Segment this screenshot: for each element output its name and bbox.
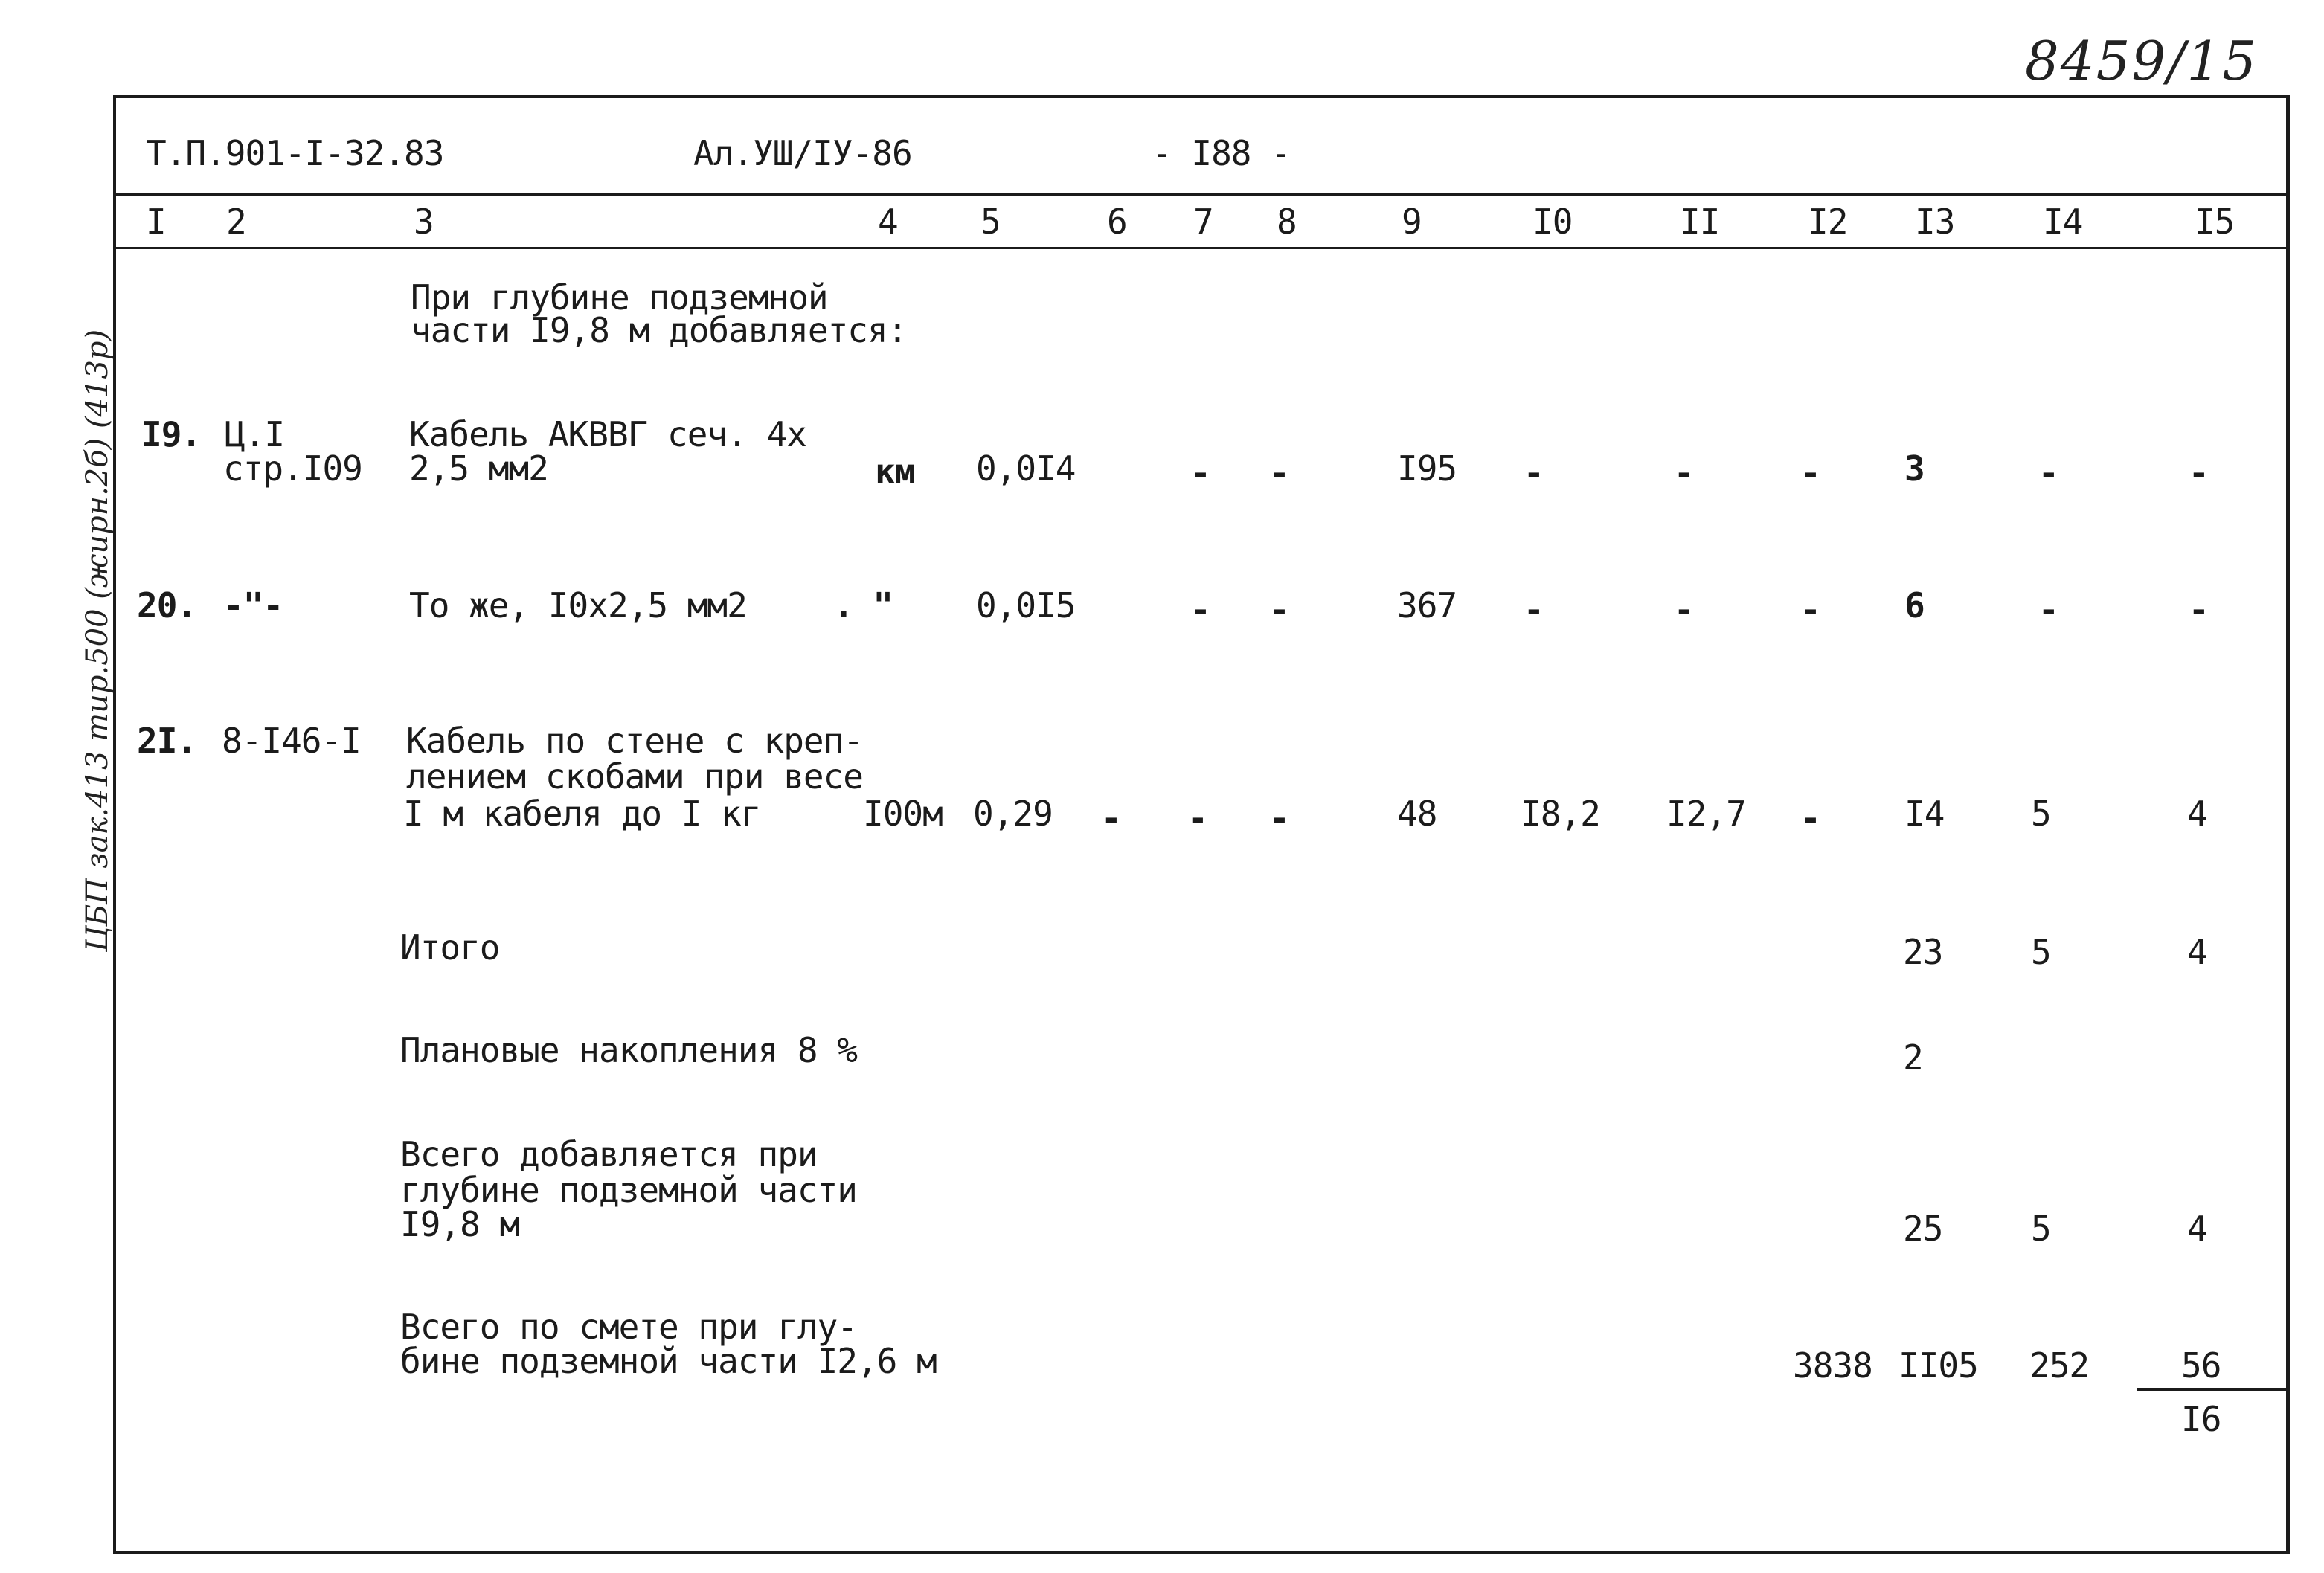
cell-col14: 5 <box>2031 1209 2051 1249</box>
row-code: -"- <box>223 585 283 625</box>
cell-col15: 4 <box>2187 932 2207 972</box>
cell-col12: - <box>1800 590 1820 630</box>
cell-col12: 3838 <box>1793 1345 1872 1386</box>
cell-col7: - <box>1187 798 1207 838</box>
row-unit: . " <box>833 585 893 625</box>
row-code: стр.I09 <box>223 448 362 489</box>
cell-col14: 5 <box>2031 932 2051 972</box>
cell-col9: I95 <box>1397 448 1457 489</box>
planned-label: Плановые накопления 8 % <box>400 1030 857 1070</box>
cell-col14: 252 <box>2029 1345 2090 1386</box>
page-number: - I88 - <box>1152 133 1291 173</box>
cell-col14: - <box>2038 453 2058 493</box>
row-number: 2I. <box>137 721 197 761</box>
column-number: II <box>1680 202 1720 242</box>
cell-col7: - <box>1190 453 1210 493</box>
row-number: I9. <box>141 414 202 454</box>
row-description: То же, I0х2,5 мм2 <box>409 585 747 625</box>
cell-col7: - <box>1190 590 1210 630</box>
column-number: I5 <box>2195 202 2235 242</box>
cell-col13: 25 <box>1903 1209 1943 1249</box>
row-unit: км <box>875 451 915 492</box>
row-quantity: 0,29 <box>973 794 1053 834</box>
cell-col14: 5 <box>2031 794 2051 834</box>
cell-col15: - <box>2189 453 2209 493</box>
column-number: 7 <box>1193 202 1213 242</box>
cell-col8: - <box>1269 590 1289 630</box>
cell-col10: I8,2 <box>1521 794 1600 834</box>
column-number: 3 <box>414 202 434 242</box>
cell-col9: 367 <box>1397 585 1457 625</box>
added-label: I9,8 м <box>400 1204 520 1244</box>
column-number: 8 <box>1277 202 1297 242</box>
column-number: 9 <box>1402 202 1422 242</box>
cell-col15: 4 <box>2187 1209 2207 1249</box>
row-number: 20. <box>137 585 197 625</box>
handwritten-number: 8459/15 <box>2025 30 2259 92</box>
column-number: 2 <box>226 202 246 242</box>
added-label: Всего добавляется при <box>400 1134 818 1174</box>
row-code: Ц.I <box>225 414 285 454</box>
column-number: 6 <box>1107 202 1127 242</box>
project-code: Т.П.901-I-32.83 <box>146 133 444 173</box>
cell-col6: - <box>1101 798 1121 838</box>
cell-col15: 56 <box>2181 1345 2221 1386</box>
cell-col10: - <box>1524 590 1544 630</box>
intro-line: части I9,8 м добавляется: <box>411 310 908 350</box>
cell-col14: - <box>2038 590 2058 630</box>
column-number: I2 <box>1808 202 1848 242</box>
column-number: I <box>146 202 166 242</box>
cell-col13: 6 <box>1904 585 1925 625</box>
cell-col13: 2 <box>1903 1038 1923 1078</box>
cell-col15: - <box>2189 590 2209 630</box>
intro-line: При глубине подземной <box>411 277 828 318</box>
estimate-label: бине подземной части I2,6 м <box>400 1341 937 1381</box>
column-number: 5 <box>980 202 1001 242</box>
cell-col11: - <box>1674 590 1694 630</box>
total-label: Итого <box>400 927 500 968</box>
cell-col13: 23 <box>1903 932 1943 972</box>
row-description: 2,5 мм2 <box>409 448 548 489</box>
cell-col13: 3 <box>1904 448 1925 489</box>
column-number: I4 <box>2043 202 2083 242</box>
fraction-rule <box>2137 1388 2290 1391</box>
row-quantity: 0,0I4 <box>976 448 1076 489</box>
cell-col11: I2,7 <box>1666 794 1746 834</box>
column-number: I0 <box>1532 202 1573 242</box>
row-quantity: 0,0I5 <box>976 585 1076 625</box>
estimate-label: Всего по смете при глу- <box>400 1307 857 1347</box>
album-code: Ал.УШ/IУ-86 <box>693 133 912 173</box>
margin-note: ЦБП зак.413 тир.500 (жирн.2б) (413р) <box>80 329 115 952</box>
cell-col9: 48 <box>1397 794 1437 834</box>
column-number: I3 <box>1915 202 1955 242</box>
cell-col12: - <box>1800 453 1820 493</box>
header-rule <box>113 193 2290 196</box>
cell-col8: - <box>1269 453 1289 493</box>
cell-col12: - <box>1800 798 1820 838</box>
column-number: 4 <box>878 202 898 242</box>
row-unit: I00м <box>863 794 943 834</box>
cell-col15: 4 <box>2187 794 2207 834</box>
row-description: лением скобами при весе <box>406 756 863 797</box>
row-code: 8-I46-I <box>222 721 361 761</box>
cell-col8: - <box>1269 798 1289 838</box>
cell-col15-below: I6 <box>2181 1399 2221 1439</box>
cell-col11: - <box>1674 453 1694 493</box>
cell-col10: - <box>1524 453 1544 493</box>
column-numbers-rule <box>113 247 2290 249</box>
row-description: Кабель АКВВГ сеч. 4х <box>409 414 806 454</box>
cell-col13: II05 <box>1898 1345 1978 1386</box>
row-description: I м кабеля до I кг <box>403 794 761 834</box>
added-label: глубине подземной части <box>400 1170 857 1210</box>
cell-col13: I4 <box>1904 794 1945 834</box>
row-description: Кабель по стене с креп- <box>406 721 863 761</box>
